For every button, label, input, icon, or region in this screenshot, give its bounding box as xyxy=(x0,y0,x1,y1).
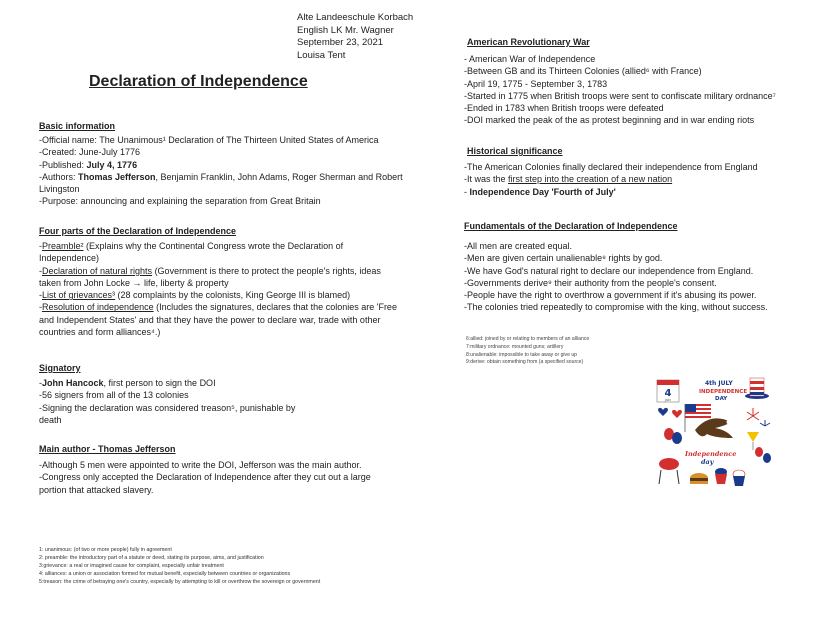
war-line3: -April 19, 1775 - September 3, 1783 xyxy=(464,78,608,89)
published-date: July 4, 1776 xyxy=(86,159,138,170)
historical-heading: Historical significance xyxy=(467,146,563,156)
other-authors: , Benjamin Franklin, John Adams, Roger Sherman and Robert xyxy=(155,171,403,182)
eagle-icon xyxy=(695,418,733,438)
dash: - xyxy=(39,302,42,313)
signatory-heading: Signatory xyxy=(39,363,81,373)
footnote-4: 4: alliances: a union or association formed for mutual benefit, especially between countries or organizations xyxy=(39,571,291,577)
term-natural-rights: Declaration of natural rights xyxy=(42,265,153,276)
footnotes xyxy=(39,546,459,586)
footnote-9: 9:derive: obtain something from (a specified source) xyxy=(466,359,584,366)
script-line2: day xyxy=(701,458,714,466)
fundamental-item: -We have God's natural right to declare our independence from England. xyxy=(464,265,754,276)
banner-line2: INDEPENDENCE xyxy=(699,389,748,395)
signatory-line2: -56 signers from all of the 13 colonies xyxy=(39,390,189,401)
banner-line1: 4th JULY xyxy=(705,380,733,387)
signatory-block xyxy=(39,377,339,426)
part-resolution-cont2: countries and form alliances⁴.) xyxy=(39,327,161,338)
published-line xyxy=(39,159,429,171)
burger-icon xyxy=(690,473,708,484)
purpose-line: -Purpose: announcing and explaining the separation from Great Britain xyxy=(39,196,321,207)
document-date: September 23, 2021 xyxy=(297,37,384,48)
historical-line3 xyxy=(464,186,814,198)
course-name: English LK Mr. Wagner xyxy=(297,24,394,36)
footnote-6: 6:allied: joined by or relating to members of an alliance xyxy=(466,336,590,342)
footnote-1: 1: unanimous: (of two or more people) fully in agreement xyxy=(39,547,172,553)
main-author-block xyxy=(39,459,439,496)
footnote-2: 2: preamble: the introductory part of a statute or deed, stating its purpose, aims, and justification xyxy=(39,555,264,561)
document-header xyxy=(297,12,413,62)
authors-line xyxy=(39,171,429,183)
four-parts-heading: Four parts of the Declaration of Independence xyxy=(39,226,237,236)
page-title: Declaration of Independence xyxy=(89,73,308,90)
part-desc: (Government is there to protect the people's rights, ideas xyxy=(152,265,381,276)
part-natural-rights xyxy=(39,265,439,277)
signatory-line3: -Signing the declaration was considered treason⁵, punishable by xyxy=(39,402,296,413)
term-resolution: Resolution of independence xyxy=(42,302,154,313)
historical-block xyxy=(464,161,814,198)
part-desc: (Includes the signatures, declares that the colonies are 'Free xyxy=(153,302,397,313)
created-line: -Created: June-July 1776 xyxy=(39,147,141,158)
historical-line1: -The American Colonies finally declared their independence from England xyxy=(464,162,758,172)
dash: - xyxy=(39,265,42,276)
part-grievances xyxy=(39,289,439,301)
signatory-line3-cont: death xyxy=(39,414,62,425)
calendar-month: JULY xyxy=(664,398,672,402)
footnote-8: 8:unalienable: impossible to take away or give up xyxy=(466,351,577,358)
fundamental-item: -Governments derive⁹ their authority from the people's consent. xyxy=(464,277,717,288)
dash: - xyxy=(39,378,42,388)
dash: - xyxy=(39,290,42,301)
fundamentals-heading: Fundamentals of the Declaration of Independence xyxy=(464,221,678,231)
main-author: Thomas Jefferson xyxy=(78,171,156,182)
fundamentals-list xyxy=(464,240,814,314)
footnote-5: 5:treason: the crime of betraying one's country, especially by attempting to kill or overthrow the sovereign or government xyxy=(39,579,321,585)
fundamental-item: -The colonies tried repeatedly to compromise with the king, without success. xyxy=(464,302,768,313)
signatory-rest: , first person to sign the DOI xyxy=(103,378,216,388)
independence-day: Independence Day 'Fourth of July' xyxy=(469,186,616,197)
calendar-icon xyxy=(657,380,679,402)
calendar-number: 4 xyxy=(664,388,672,399)
footnote-7: 7:military ordnance: mounted guns; artillery xyxy=(466,343,564,350)
hat-icon xyxy=(745,378,769,399)
independence-day-clipart xyxy=(655,372,773,496)
part-resolution-cont1: and Independent States' and that they have the power to declare war, trade with other xyxy=(39,314,381,325)
main-author-line1: -Although 5 men were appointed to write the DOI, Jefferson was the main author. xyxy=(39,460,362,470)
main-author-line2-cont: portion that attacked slavery. xyxy=(39,484,154,495)
cupcake-icons xyxy=(715,468,745,486)
banner-text xyxy=(699,380,747,402)
author-name: Louisa Tent xyxy=(297,49,346,61)
new-nation-phrase: first step into the creation of a new nation xyxy=(508,174,673,185)
historical-line2 xyxy=(464,173,814,185)
official-name: -Official name: The Unanimous¹ Declaration of The Thirteen United States of America xyxy=(39,135,379,145)
banner-line3: DAY xyxy=(715,396,728,402)
published-prefix: -Published: xyxy=(39,159,87,170)
dash: - xyxy=(39,241,42,251)
war-line4: -Started in 1775 when British troops were sent to confiscate military ordnance⁷ xyxy=(464,90,776,101)
part-preamble xyxy=(39,240,439,252)
war-heading: American Revolutionary War xyxy=(467,37,590,47)
main-author-line2: -Congress only accepted the Declaration of Independence after they cut out a large xyxy=(39,472,371,483)
part-preamble-cont: Independence) xyxy=(39,253,100,264)
war-line6: -DOI marked the peak of the as protest beginning and in war ending riots xyxy=(464,115,755,126)
term-preamble: Preamble² xyxy=(42,241,84,251)
drink-icon xyxy=(747,432,759,450)
part-resolution xyxy=(39,301,439,313)
hancock-name: John Hancock xyxy=(42,378,104,388)
firework-icons xyxy=(747,408,770,426)
authors-cont: Livingston xyxy=(39,184,80,195)
fundamental-item: -Men are given certain unalienable⁸ rights by god. xyxy=(464,253,663,264)
main-author-heading: Main author - Thomas Jefferson xyxy=(39,444,176,454)
war-line2: -Between GB and its Thirteen Colonies (allied⁶ with France) xyxy=(464,66,702,77)
historical-dash: - xyxy=(464,186,470,197)
school-name: Alte Landeeschule Korbach xyxy=(297,12,414,23)
grill-icon xyxy=(659,458,679,484)
war-line1: - American War of Independence xyxy=(464,54,596,64)
fundamental-item: -People have the right to overthrow a government if it's abusing its power. xyxy=(464,290,757,301)
side-footnotes xyxy=(466,336,666,367)
four-parts-block xyxy=(39,240,439,338)
fundamental-item: -All men are created equal. xyxy=(464,241,573,251)
war-block xyxy=(464,53,814,127)
authors-prefix: -Authors: xyxy=(39,171,79,182)
historical-prefix: -It was the xyxy=(464,174,509,185)
footnote-3: 3:grievance: a real or imagined cause for complaint, especially unfair treatment xyxy=(39,563,224,569)
script-line1: Independence xyxy=(685,450,737,458)
part-desc: (Explains why the Continental Congress wrote the Declaration of xyxy=(83,241,344,251)
part-natural-rights-cont: taken from John Locke → life, liberty & property xyxy=(39,277,229,288)
signatory-line1 xyxy=(39,377,339,389)
basic-info-heading: Basic information xyxy=(39,121,116,131)
heart-icons xyxy=(658,408,682,418)
part-desc: (28 complaints by the colonists, King George III is blamed) xyxy=(115,290,351,301)
basic-info-block xyxy=(39,134,429,208)
war-line5: -Ended in 1783 when British troops were defeated xyxy=(464,103,664,114)
term-grievances: List of grievances³ xyxy=(42,290,116,301)
